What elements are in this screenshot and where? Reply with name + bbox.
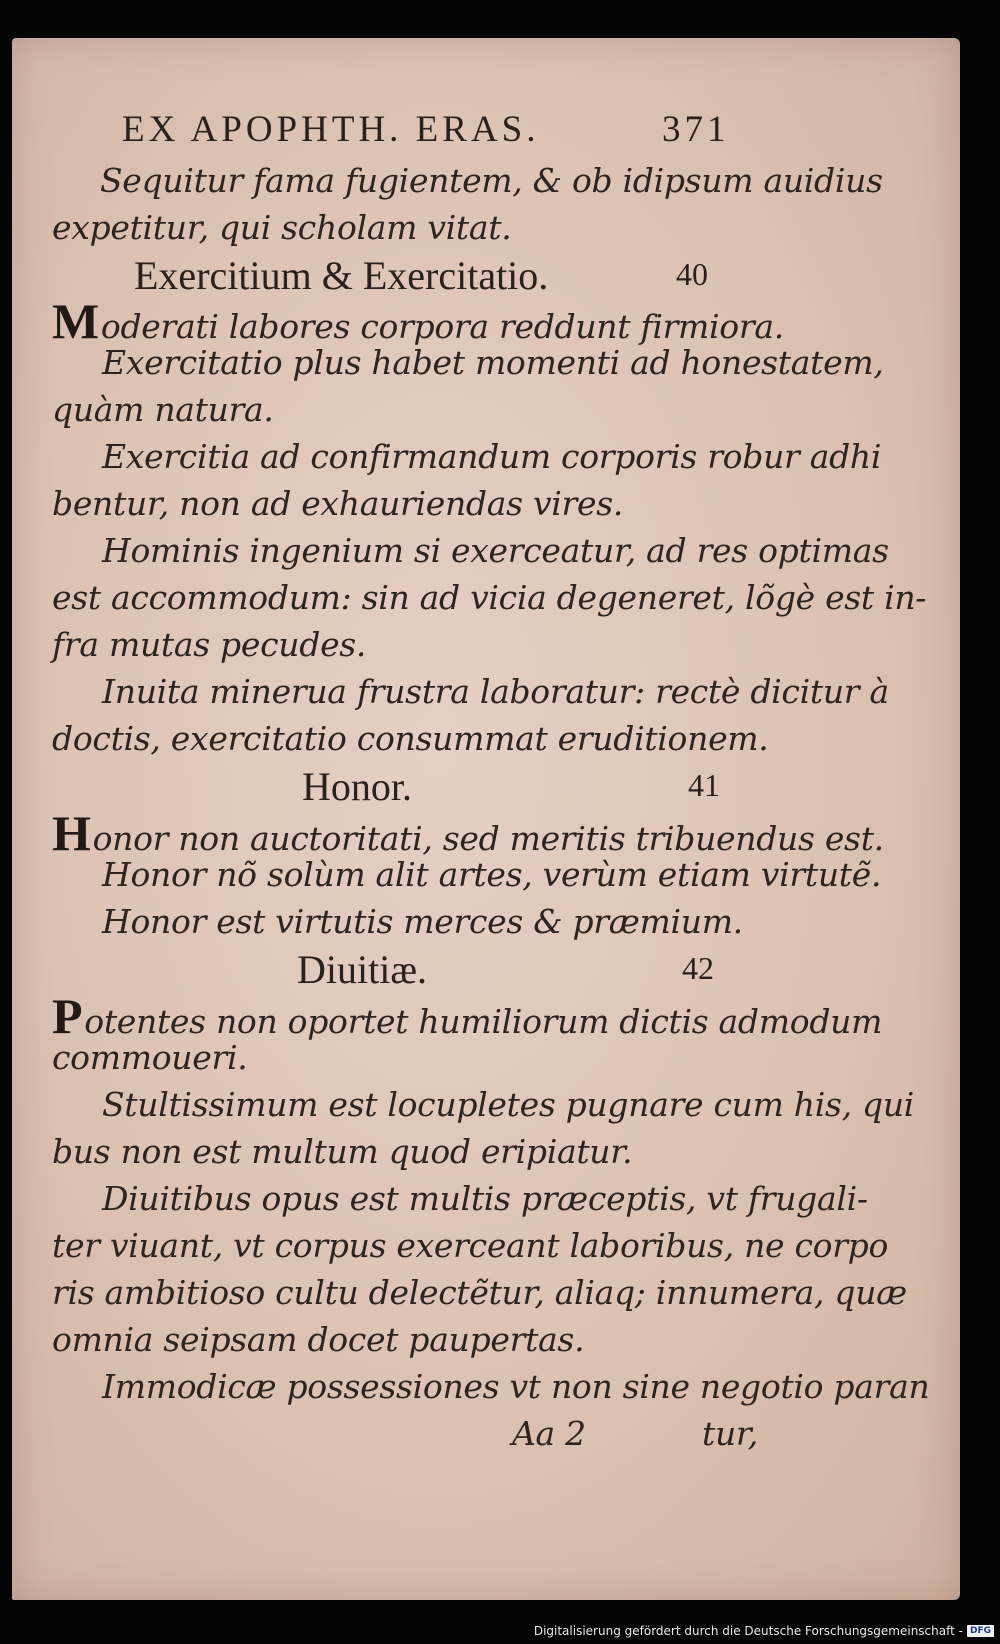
section-title: Diuitiæ. bbox=[297, 947, 428, 992]
text-line: Diuitibus opus est multis præceptis, vt frugali- bbox=[102, 1179, 868, 1218]
text-line: Exercitatio plus habet momenti ad honestatem, bbox=[102, 343, 884, 382]
text-line: Inuita minerua frustra laboratur: rectè dicitur à bbox=[102, 672, 889, 711]
text-line: expetitur, qui scholam vitat. bbox=[52, 208, 512, 247]
section-number: 40 bbox=[676, 256, 708, 292]
section-first-line: Moderati labores corpora reddunt firmiora. bbox=[52, 293, 784, 349]
text-line: commoueri. bbox=[52, 1038, 248, 1077]
section-title: Exercitium & Exercitatio. bbox=[134, 253, 549, 298]
signature-mark: Aa 2 bbox=[512, 1414, 586, 1453]
drop-cap: P bbox=[52, 988, 83, 1044]
section-first-line: Potentes non oportet humiliorum dictis admodum bbox=[52, 988, 883, 1044]
book-page bbox=[12, 38, 960, 1600]
text-line: Immodicæ possessiones vt non sine negotio paran bbox=[102, 1367, 930, 1406]
catchword: tur, bbox=[702, 1414, 758, 1453]
section-first-line: Honor non auctoritati, sed meritis tribuendus est. bbox=[52, 805, 884, 861]
text-line: Honor est virtutis merces & præmium. bbox=[102, 902, 743, 941]
text-line: est accommodum: sin ad vicia degeneret, lõgè est in- bbox=[52, 578, 927, 617]
text-line: bus non est multum quod eripiatur. bbox=[52, 1132, 633, 1171]
section-number: 41 bbox=[688, 767, 720, 803]
text-line: doctis, exercitatio consummat eruditionem. bbox=[52, 719, 769, 758]
dfg-logo-icon: DFG bbox=[967, 1625, 994, 1637]
page-number: 371 bbox=[662, 109, 730, 150]
text-line: Sequitur fama fugientem, & ob idipsum auidius bbox=[100, 161, 883, 200]
text-line: Exercitia ad confirmandum corporis robur adhi bbox=[102, 437, 882, 476]
text-line: Stultissimum est locupletes pugnare cum his, qui bbox=[102, 1085, 915, 1124]
section-title: Honor. bbox=[302, 764, 412, 809]
text-line: bentur, non ad exhauriendas vires. bbox=[52, 484, 624, 523]
text-line: ter viuant, vt corpus exerceant laboribus, ne corpo bbox=[52, 1226, 889, 1265]
running-head: EX APOPHTH. ERAS. bbox=[122, 109, 540, 150]
text-line: Hominis ingenium si exerceatur, ad res optimas bbox=[102, 531, 889, 570]
text-line: quàm natura. bbox=[52, 390, 274, 429]
digitization-credit bbox=[534, 1624, 994, 1638]
drop-cap: M bbox=[52, 293, 99, 349]
text-line: Honor nõ solùm alit artes, verùm etiam virtutẽ. bbox=[102, 855, 882, 894]
text-line: fra mutas pecudes. bbox=[52, 625, 367, 664]
drop-cap: H bbox=[52, 805, 91, 861]
section-number: 42 bbox=[682, 950, 714, 986]
text-line: omnia seipsam docet paupertas. bbox=[52, 1320, 585, 1359]
text-line: ris ambitioso cultu delectẽtur, aliaq; innumera, quæ bbox=[52, 1273, 907, 1312]
credit-text: Digitalisierung gefördert durch die Deutsche Forschungsgemeinschaft - bbox=[533, 1624, 963, 1638]
